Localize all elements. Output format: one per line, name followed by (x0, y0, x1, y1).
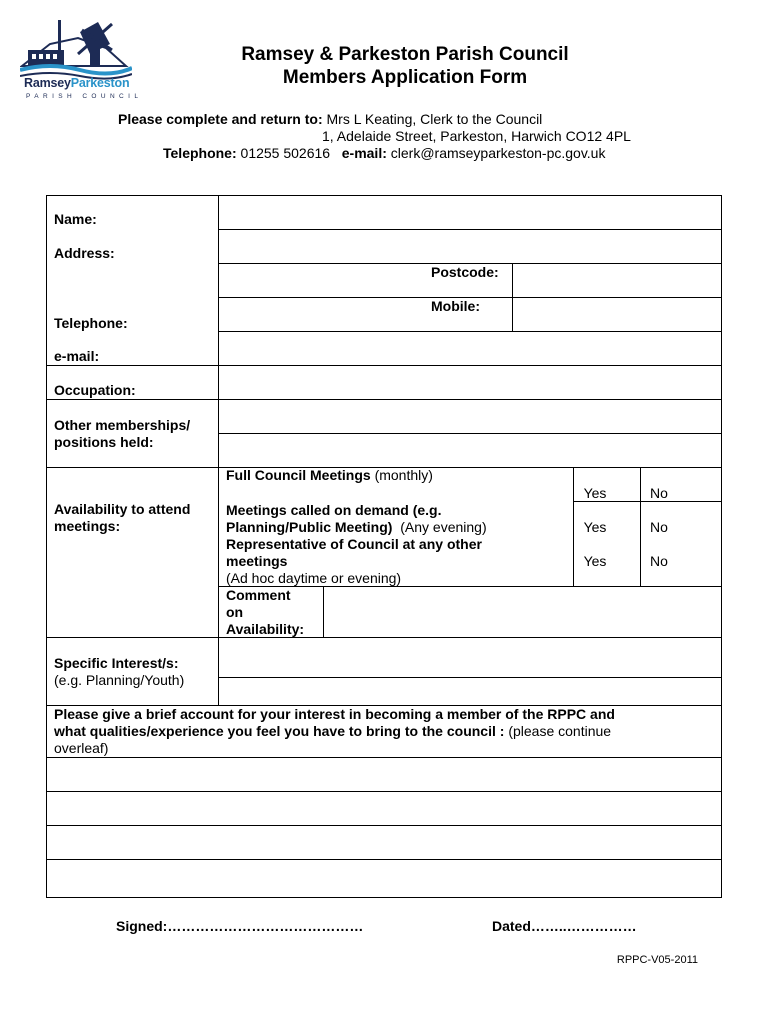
specific-interests-field[interactable] (219, 638, 721, 705)
account-text-area[interactable] (47, 758, 721, 897)
specific-interest-label: Specific Interest/s: (e.g. Planning/Youth) (54, 655, 185, 688)
availability-label: Availability to attend meetings: (54, 501, 191, 534)
address-field-1[interactable] (219, 230, 721, 263)
return-line: Please complete and return to: Mrs L Keating, Clerk to the Council (118, 111, 543, 127)
representative-no[interactable]: No (650, 553, 668, 569)
logo-subtitle: PARISH COUNCIL (26, 93, 143, 100)
mobile-label: Mobile: (431, 298, 480, 314)
email-label: e-mail: (54, 348, 100, 364)
telephone-label: Telephone: (54, 315, 128, 331)
mobile-field[interactable] (513, 298, 721, 331)
email-field[interactable] (219, 332, 721, 365)
occupation-label: Occupation: (54, 382, 136, 398)
meetings-on-demand: Meetings called on demand (e.g. Planning/Public Meeting) (Any evening) (226, 502, 487, 535)
full-council-yes[interactable]: Yes (583, 485, 607, 501)
signed-field[interactable]: Signed:…………………………………… (116, 918, 364, 934)
memberships-label: Other memberships/ positions held: (54, 417, 191, 450)
contact-line: Telephone: 01255 502616 e-mail: clerk@ramseyparkeston-pc.gov.uk (163, 145, 606, 161)
form-code: RPPC-V05-2011 (616, 954, 698, 966)
name-label: Name: (54, 211, 97, 227)
comment-availability-label: Comment on Availability: (226, 587, 305, 637)
representative-meetings: Representative of Council at any other meetings (Ad hoc daytime or evening) (226, 536, 482, 586)
occupation-field[interactable] (219, 366, 721, 399)
form-title: Members Application Form (282, 67, 528, 88)
representative-yes[interactable]: Yes (583, 553, 607, 569)
logo-wordmark: RamseyParkeston (24, 76, 130, 90)
dated-field[interactable]: Dated……..…………… (492, 918, 637, 934)
comment-availability-field[interactable] (324, 587, 721, 637)
memberships-field[interactable] (219, 400, 721, 467)
postcode-label: Postcode: (431, 264, 499, 280)
on-demand-yes[interactable]: Yes (583, 519, 607, 535)
page-title: Ramsey & Parkeston Parish Council (241, 44, 569, 65)
postcode-field[interactable] (513, 264, 721, 297)
on-demand-no[interactable]: No (650, 519, 668, 535)
address-label: Address: (54, 245, 115, 261)
full-council-meetings: Full Council Meetings (monthly) (226, 467, 433, 483)
name-field[interactable] (219, 196, 721, 229)
full-council-no[interactable]: No (650, 485, 668, 501)
return-address: 1, Adelaide Street, Parkeston, Harwich CO12 4PL (322, 128, 631, 144)
account-prompt: Please give a brief account for your interest in becoming a member of the RPPC and what qualities/experience you feel you have to bring to the council : (please continue overleaf) (54, 706, 615, 756)
